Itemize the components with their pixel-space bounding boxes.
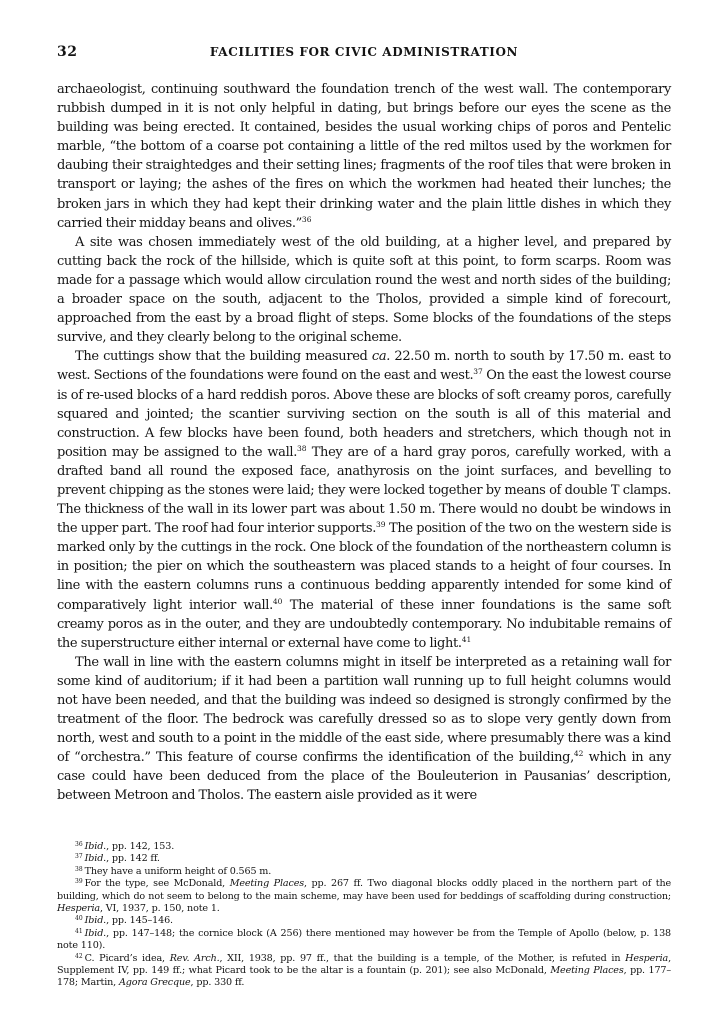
body-text [57,80,671,806]
italic-text: Meeting Places [229,878,305,890]
italic-text: Rev. Arch. [169,952,220,964]
footnote [57,853,671,865]
text-run: , pp. 147–148; the cornice block (A 256) there mentioned may however be from the Temple of Apollo (below, p. 138 note 110). [57,927,671,952]
text-run: They are of a hard gray poros, carefully worked, with a drafted band all round the exposed face, anathyrosis on the joint surfaces, and bevelling to prevent chipping as the stones were laid; they were locked together by means of double T clamps. The thickness of the wall in its lower part was about 1.50 m. There would no doubt be windows in the upper part. The roof had four interior supports. [57,444,672,537]
text-run: , pp. 145–146. [106,915,173,927]
italic-text: Ibid. [84,853,107,865]
text-run: 22.50 m. north to south by 17.50 m. east to west. Sections of the foundations were found on the east and west. [57,349,671,384]
footnote [57,878,671,915]
footnote-ref: 40 [272,596,283,606]
italic-text: Hesperia [57,903,100,915]
footnote [57,915,671,927]
text-run: The wall in line with the eastern columns might in itself be interpreted as a retaining wall for some kind of auditorium; if it had been a partition wall running up to full height columns would not have been needed, and that the building was indeed so designed is strongly confirmed by the treatment of the floor. The bedrock was carefully dressed so as to slope very gently down from north, west and south to a point in the middle of the east side, where presumably there was a kind of “orchestra.” This feature of course confirms the identification of the building, [57,654,671,766]
footnote-ref: 42 [75,952,83,960]
text-run: , VI, 1937, p. 150, note 1. [99,903,220,915]
footnote-ref: 39 [75,878,83,886]
text-run: The material of these inner foundations is the same soft creamy poros as in the outer, and they are undoubtedly contemporary. No indubitable remains of the superstructure either internal or external have come to light. [57,597,671,651]
italic-text: ca. [371,349,391,365]
text-run: The cuttings show that the building measured [75,349,372,365]
text-run: , pp. 330 ff. [190,977,245,989]
footnote-ref: 36 [301,214,312,224]
italic-text: Ibid. [84,915,107,927]
footnotes [57,841,671,990]
text-run: , XII, 1938, pp. 97 ff., that the building is a temple, of the Mother, is refuted in [219,952,626,964]
footnote-ref: 36 [75,841,83,848]
footnote-ref: 37 [75,853,83,861]
italic-text: Ibid. [84,927,107,939]
running-title: FACILITIES FOR CIVIC ADMINISTRATION [209,45,519,59]
footnote-ref: 42 [573,749,584,759]
footnote [57,866,671,878]
text-run: , pp. 177–178; Martin, [57,965,672,989]
text-run: For the type, see McDonald, [84,878,230,890]
footnote [57,928,671,953]
footnote-ref: 38 [75,865,83,873]
text-run: , pp. 267 ff. Two diagonal blocks oddly placed in the northern part of the building, which do not seem to belong to the main scheme, may have been used for beddings of scaffolding during construction; [57,878,672,902]
text-run: , pp. 142 ff. [106,853,160,865]
footnote-ref: 37 [473,367,483,377]
footnote [57,953,671,990]
text-run: On the east the lowest course is of re-used blocks of a hard reddish poros. Above these are blocks of soft creamy poros, carefully squared and jointed; the scantier surviving section on the south is all of this material and construction. A few blocks have been found, both headers and stretchers, which though not in position may be assigned to the wall. [57,368,671,460]
footnote-ref: 40 [75,915,83,923]
page-header [57,44,671,64]
page-number: 32 [57,44,78,60]
italic-text: Meeting Places [550,965,624,977]
text-run: They have a uniform height of 0.565 m. [84,865,272,877]
text-run: C. Picard’s idea, [84,952,170,964]
paragraph [57,653,671,806]
text-run: , Supplement IV, pp. 149 ff.; what Picard took to be the altar is a fountain (p. 201); see also McDonald, [57,952,672,977]
italic-text: Hesperia [625,952,669,964]
italic-text: Agora Grecque [118,977,191,989]
italic-text: Ibid. [84,841,107,852]
text-run: archaeologist, continuing southward the foundation trench of the west wall. The contemporary rubbish dumped in it is not only helpful in dating, but brings before our eyes the scene as the building was being erected. It contained, besides the usual working chips of poros and Pentelic marble, “the bottom of a coarse pot containing a little of the red miltos used by the workmen for daubing their straightedges and their setting lines; fragments of the roof tiles that were broken in transport or laying; the ashes of the fires on which the workmen had heated their lunches; the broken jars in which they had kept their drinking water and the plain little dishes in which they carried their midday beans and olives.” [57,82,671,231]
footnote [57,841,671,853]
text-run: , pp. 142, 153. [106,841,175,852]
text-run: The position of the two on the western side is marked only by the cuttings in the rock. One block of the foundation of the northeastern column is in position; the pier on which the southeastern was placed stands to a height of four courses. In line with the eastern columns runs a continuous bedding apparently intended for some kind of comparatively light interior wall. [57,521,672,613]
text-run: A site was chosen immediately west of the old building, at a higher level, and prepared by cutting back the rock of the hillside, which is quite soft at this point, to form scarps. Room was made for a passage which would allow circulation round the west and north sides of the building; a broader space on the south, adjacent to the Tholos, provided a simple kind of forecourt, approached from the east by a broad flight of steps. Some blocks of the foundations of the steps survive, and they clearly belong to the original scheme. [57,234,671,346]
paragraph [57,347,671,653]
footnote-ref: 38 [296,443,307,453]
footnote-ref: 41 [461,634,472,644]
footnote-ref: 39 [376,520,386,530]
footnote-ref: 41 [75,927,83,935]
paragraph [57,233,671,348]
paragraph [57,80,671,233]
text-run: which in any case could have been deduced from the place of the Bouleuterion in Pausanias’ description, between Metroon and Tholos. The eastern aisle provided as it were [57,750,671,804]
